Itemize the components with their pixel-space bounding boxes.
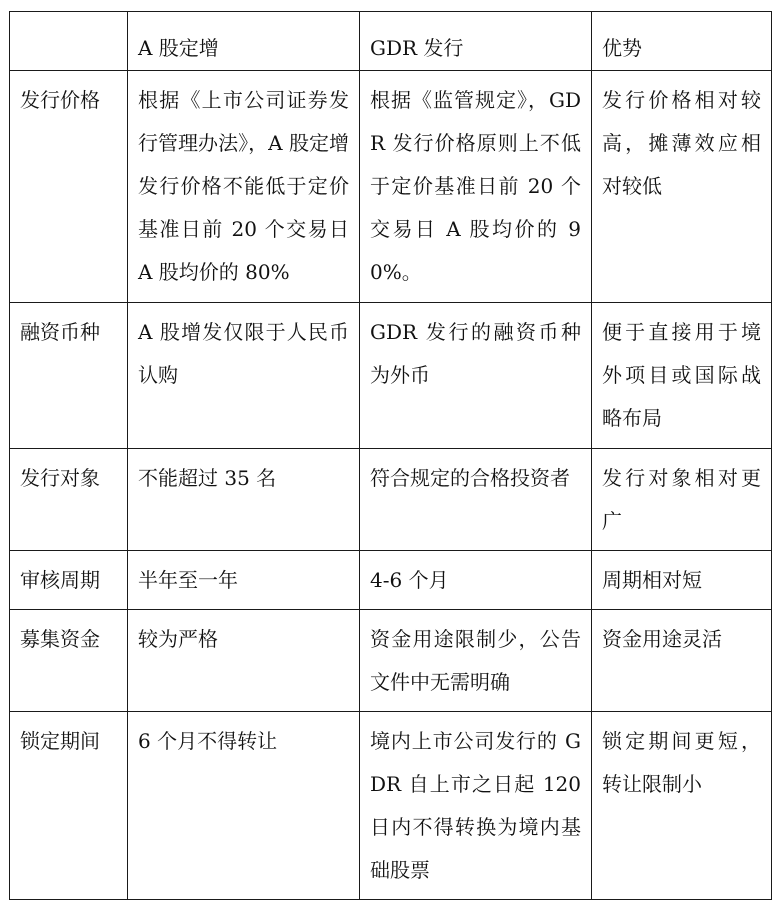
a-share-cell: 较为严格 (128, 610, 360, 712)
gdr-cell: 境内上市公司发行的 GDR 自上市之日起 120 日内不得转换为境内基础股票 (360, 712, 592, 900)
table-row-raised-funds (10, 610, 772, 712)
table-row-issue-target (10, 449, 772, 551)
header-advantage: 优势 (592, 12, 772, 71)
advantage-cell: 发行价格相对较高，摊薄效应相对较低 (592, 71, 772, 303)
header-gdr: GDR 发行 (360, 12, 592, 71)
gdr-cell: GDR 发行的融资币种为外币 (360, 303, 592, 449)
table-row-review-period (10, 551, 772, 610)
row-label: 发行对象 (10, 449, 128, 551)
header-corner-cell (10, 12, 128, 71)
row-label: 审核周期 (10, 551, 128, 610)
advantage-cell: 资金用途灵活 (592, 610, 772, 712)
a-share-cell: 根据《上市公司证券发行管理办法》，A 股定增发行价格不能低于定价基准日前 20 个交易日 A 股均价的 80% (128, 71, 360, 303)
gdr-cell: 资金用途限制少，公告文件中无需明确 (360, 610, 592, 712)
gdr-cell: 根据《监管规定》，GDR 发行价格原则上不低于定价基准日前 20 个交易日 A 股均价的 90%。 (360, 71, 592, 303)
a-share-cell: 半年至一年 (128, 551, 360, 610)
row-label: 锁定期间 (10, 712, 128, 900)
gdr-cell: 符合规定的合格投资者 (360, 449, 592, 551)
comparison-table (9, 11, 772, 900)
advantage-cell: 发行对象相对更广 (592, 449, 772, 551)
row-label: 融资币种 (10, 303, 128, 449)
table-row-lockup-period (10, 712, 772, 900)
a-share-cell: 不能超过 35 名 (128, 449, 360, 551)
gdr-cell: 4-6 个月 (360, 551, 592, 610)
advantage-cell: 便于直接用于境外项目或国际战略布局 (592, 303, 772, 449)
a-share-cell: 6 个月不得转让 (128, 712, 360, 900)
row-label: 募集资金 (10, 610, 128, 712)
table-row-issue-price (10, 71, 772, 303)
advantage-cell: 锁定期间更短，转让限制小 (592, 712, 772, 900)
header-row (10, 12, 772, 71)
table-row-financing-currency (10, 303, 772, 449)
row-label: 发行价格 (10, 71, 128, 303)
a-share-cell: A 股增发仅限于人民币认购 (128, 303, 360, 449)
advantage-cell: 周期相对短 (592, 551, 772, 610)
header-a-share: A 股定增 (128, 12, 360, 71)
